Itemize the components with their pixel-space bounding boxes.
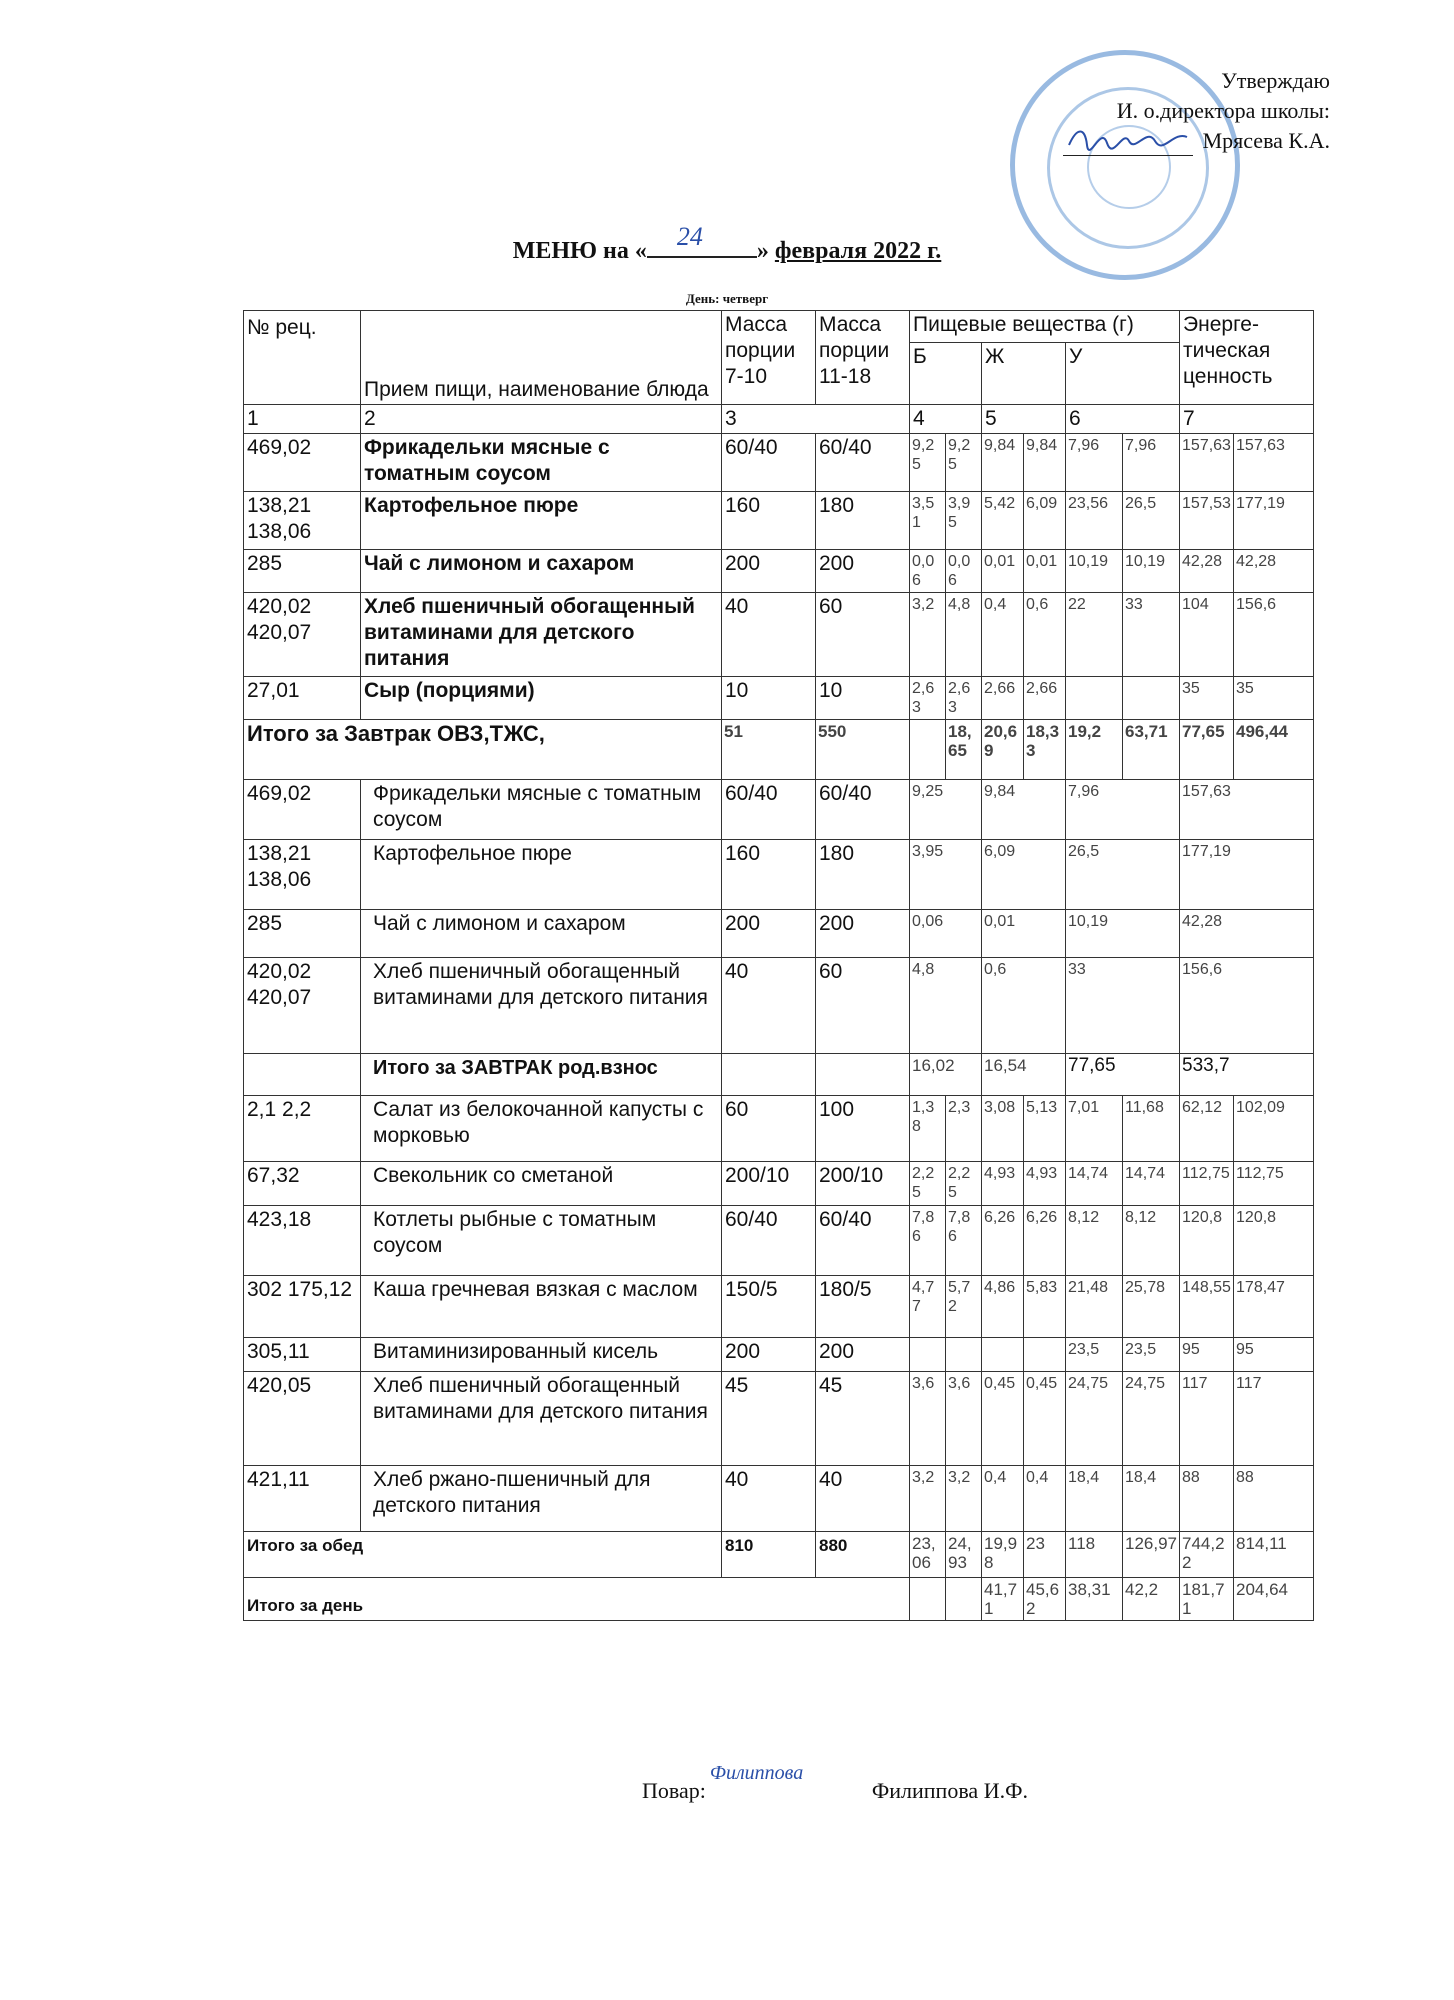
rec-number: 420,02 420,07 xyxy=(244,958,361,1054)
lunch-total-row xyxy=(244,1532,1314,1578)
fat-11-18: 5,83 xyxy=(1024,1276,1066,1338)
col-number-6: 6 xyxy=(1066,405,1180,434)
carbs-11-18: 33 xyxy=(1123,593,1180,677)
energy-7-10: 42,28 xyxy=(1180,550,1234,593)
day-carbs-11-18: 42,2 xyxy=(1123,1578,1180,1621)
header-b: Б xyxy=(910,343,982,405)
day-fat-7-10: 41,71 xyxy=(982,1578,1024,1621)
fat-7-10: 0,01 xyxy=(982,550,1024,593)
day-of-week: День: четверг xyxy=(685,291,769,306)
energy-11-18: 177,19 xyxy=(1234,492,1314,550)
protein-7-10: 0,06 xyxy=(910,550,946,593)
fat-11-18: 6,26 xyxy=(1024,1206,1066,1276)
total-energy: 533,7 xyxy=(1180,1054,1314,1096)
carbs-11-18: 23,5 xyxy=(1123,1338,1180,1372)
rec-number: 67,32 xyxy=(244,1162,361,1206)
fat-7-10: 9,84 xyxy=(982,434,1024,492)
title-prefix: МЕНЮ на « xyxy=(512,238,647,264)
header-rec: № рец. xyxy=(244,311,361,405)
total-mass-7-10: 51 xyxy=(722,720,816,780)
title-month: февраля 2022 г. xyxy=(774,238,942,264)
fat-11-18: 2,66 xyxy=(1024,677,1066,720)
mass-11-18: 200 xyxy=(816,550,910,593)
rec-number: 138,21 138,06 xyxy=(244,492,361,550)
mass-7-10: 40 xyxy=(722,593,816,677)
table-row xyxy=(244,1338,1314,1372)
protein: 3,95 xyxy=(910,840,982,910)
rec-number: 302 175,12 xyxy=(244,1276,361,1338)
protein-7-10: 9,25 xyxy=(910,434,946,492)
carbs: 33 xyxy=(1066,958,1180,1054)
dish-name: Фрикадельки мясные с томатным соусом xyxy=(361,434,722,492)
fat-7-10: 6,26 xyxy=(982,1206,1024,1276)
cook-block xyxy=(642,1762,1028,1804)
dish-name: Сыр (порциями) xyxy=(361,677,722,720)
rec-number: 421,11 xyxy=(244,1466,361,1532)
table-row xyxy=(244,840,1314,910)
mass-7-10: 60/40 xyxy=(722,1206,816,1276)
carbs-11-18 xyxy=(1123,677,1180,720)
energy-7-10: 112,75 xyxy=(1180,1162,1234,1206)
protein: 0,06 xyxy=(910,910,982,958)
table-row xyxy=(244,1466,1314,1532)
dish-name: Чай с лимоном и сахаром xyxy=(361,910,722,958)
title-day-field xyxy=(647,222,757,258)
energy-11-18: 112,75 xyxy=(1234,1162,1314,1206)
dish-name: Салат из белокочанной капусты с морковью xyxy=(361,1096,722,1162)
fat-7-10: 4,86 xyxy=(982,1276,1024,1338)
rec-number: 423,18 xyxy=(244,1206,361,1276)
protein-7-10: 3,2 xyxy=(910,1466,946,1532)
col-number-3: 3 xyxy=(722,405,910,434)
day-fat-11-18: 45,62 xyxy=(1024,1578,1066,1621)
mass-11-18: 180 xyxy=(816,840,910,910)
carbs-11-18: 10,19 xyxy=(1123,550,1180,593)
mass-11-18: 200 xyxy=(816,910,910,958)
energy-7-10: 35 xyxy=(1180,677,1234,720)
mass-7-10: 160 xyxy=(722,840,816,910)
day-total-row xyxy=(244,1578,1314,1621)
col-number-7: 7 xyxy=(1180,405,1314,434)
protein: 4,8 xyxy=(910,958,982,1054)
energy-11-18: 95 xyxy=(1234,1338,1314,1372)
col-number-5: 5 xyxy=(982,405,1066,434)
fat-11-18: 0,01 xyxy=(1024,550,1066,593)
total-energy-11-18: 814,11 xyxy=(1234,1532,1314,1578)
rec-number: 138,21 138,06 xyxy=(244,840,361,910)
empty-cell xyxy=(722,1054,816,1096)
mass-7-10: 200 xyxy=(722,550,816,593)
cook-signature xyxy=(706,1762,826,1804)
mass-7-10: 60 xyxy=(722,1096,816,1162)
header-zh: Ж xyxy=(982,343,1066,405)
mass-7-10: 40 xyxy=(722,1466,816,1532)
header-dish: Прием пищи, наименование блюда xyxy=(361,311,722,405)
header-u: У xyxy=(1066,343,1180,405)
total-mass-11-18: 880 xyxy=(816,1532,910,1578)
energy-11-18: 88 xyxy=(1234,1466,1314,1532)
energy-7-10: 62,12 xyxy=(1180,1096,1234,1162)
table-row xyxy=(244,1162,1314,1206)
approval-line-1: Утверждаю xyxy=(1221,68,1330,93)
mass-7-10: 200/10 xyxy=(722,1162,816,1206)
protein-7-10: 3,6 xyxy=(910,1372,946,1466)
total-label: Итого за день xyxy=(244,1578,910,1621)
carbs-7-10: 10,19 xyxy=(1066,550,1123,593)
energy-11-18: 117 xyxy=(1234,1372,1314,1466)
mass-7-10: 45 xyxy=(722,1372,816,1466)
carbs-7-10: 18,4 xyxy=(1066,1466,1123,1532)
carbs-7-10: 24,75 xyxy=(1066,1372,1123,1466)
total-carbs: 77,65 xyxy=(1066,1054,1180,1096)
total-protein-11-18: 18,65 xyxy=(946,720,982,780)
fat-11-18: 4,93 xyxy=(1024,1162,1066,1206)
carbs: 26,5 xyxy=(1066,840,1180,910)
title-day: 24 xyxy=(676,222,703,251)
mass-7-10: 60/40 xyxy=(722,780,816,840)
rec-number: 305,11 xyxy=(244,1338,361,1372)
dish-name: Хлеб пшеничный обогащенный витаминами для детского питания xyxy=(361,593,722,677)
fat-11-18: 0,4 xyxy=(1024,1466,1066,1532)
energy-7-10: 120,8 xyxy=(1180,1206,1234,1276)
protein-7-10: 4,77 xyxy=(910,1276,946,1338)
energy-11-18: 178,47 xyxy=(1234,1276,1314,1338)
rec-number: 420,02 420,07 xyxy=(244,593,361,677)
carbs: 10,19 xyxy=(1066,910,1180,958)
empty-cell xyxy=(816,1054,910,1096)
carbs-7-10: 23,56 xyxy=(1066,492,1123,550)
table-row xyxy=(244,492,1314,550)
fat-11-18 xyxy=(1024,1338,1066,1372)
approval-line-3 xyxy=(1063,126,1330,156)
energy-11-18: 157,63 xyxy=(1234,434,1314,492)
total-fat-7-10: 19,98 xyxy=(982,1532,1024,1578)
total-carbs-7-10: 118 xyxy=(1066,1532,1123,1578)
total-mass-7-10: 810 xyxy=(722,1532,816,1578)
fat-11-18: 6,09 xyxy=(1024,492,1066,550)
total-mass-11-18: 550 xyxy=(816,720,910,780)
cook-label: Повар: xyxy=(642,1778,706,1803)
energy: 177,19 xyxy=(1180,840,1314,910)
dish-name: Картофельное пюре xyxy=(361,492,722,550)
director-name: Мрясева К.А. xyxy=(1202,128,1330,153)
protein-11-18: 9,25 xyxy=(946,434,982,492)
energy-7-10: 157,63 xyxy=(1180,434,1234,492)
approval-line-2: И. о.директора школы: xyxy=(1116,98,1330,123)
dish-name: Фрикадельки мясные с томатным соусом xyxy=(361,780,722,840)
protein-7-10: 2,63 xyxy=(910,677,946,720)
header-number-row xyxy=(244,405,1314,434)
protein: 9,25 xyxy=(910,780,982,840)
fat-11-18: 5,13 xyxy=(1024,1096,1066,1162)
total-energy-7-10: 744,22 xyxy=(1180,1532,1234,1578)
protein-11-18: 2,63 xyxy=(946,677,982,720)
page-title xyxy=(0,222,1454,265)
table-row xyxy=(244,958,1314,1054)
protein-11-18: 2,3 xyxy=(946,1096,982,1162)
carbs-11-18: 24,75 xyxy=(1123,1372,1180,1466)
carbs-11-18: 26,5 xyxy=(1123,492,1180,550)
menu-table xyxy=(243,310,1314,1621)
signature-scribble-icon xyxy=(1063,123,1193,153)
cook-name: Филиппова И.Ф. xyxy=(871,1778,1028,1803)
header-energy: Энерге-тическая ценность xyxy=(1180,311,1314,405)
dish-name: Хлеб пшеничный обогащенный витаминами для детского питания xyxy=(361,1372,722,1466)
total-protein-11-18: 24,93 xyxy=(946,1532,982,1578)
mass-11-18: 45 xyxy=(816,1372,910,1466)
protein-11-18: 3,6 xyxy=(946,1372,982,1466)
day-protein-7-10 xyxy=(910,1578,946,1621)
dish-name: Хлеб пшеничный обогащенный витаминами для детского питания xyxy=(361,958,722,1054)
protein-7-10: 3,51 xyxy=(910,492,946,550)
table-row xyxy=(244,1206,1314,1276)
rec-number: 420,05 xyxy=(244,1372,361,1466)
director-signature xyxy=(1063,129,1193,156)
breakfast-rod-total-row xyxy=(244,1054,1314,1096)
carbs-7-10: 7,01 xyxy=(1066,1096,1123,1162)
col-number-1: 1 xyxy=(244,405,361,434)
energy-7-10: 157,53 xyxy=(1180,492,1234,550)
table-row xyxy=(244,1372,1314,1466)
energy-11-18: 156,6 xyxy=(1234,593,1314,677)
mass-7-10: 160 xyxy=(722,492,816,550)
mass-7-10: 200 xyxy=(722,1338,816,1372)
energy-7-10: 148,55 xyxy=(1180,1276,1234,1338)
energy: 42,28 xyxy=(1180,910,1314,958)
fat-7-10: 5,42 xyxy=(982,492,1024,550)
protein-7-10: 3,2 xyxy=(910,593,946,677)
fat-7-10: 4,93 xyxy=(982,1162,1024,1206)
total-label: Итого за ЗАВТРАК род.взнос xyxy=(361,1054,722,1096)
col-number-2: 2 xyxy=(361,405,722,434)
energy: 156,6 xyxy=(1180,958,1314,1054)
energy-7-10: 104 xyxy=(1180,593,1234,677)
dish-name: Свекольник со сметаной xyxy=(361,1162,722,1206)
rec-number: 285 xyxy=(244,550,361,593)
total-label: Итого за обед xyxy=(244,1532,722,1578)
protein-11-18: 3,95 xyxy=(946,492,982,550)
carbs-7-10: 23,5 xyxy=(1066,1338,1123,1372)
header-nutrients: Пищевые вещества (г) xyxy=(910,311,1180,343)
total-protein-7-10 xyxy=(910,720,946,780)
protein-7-10: 2,25 xyxy=(910,1162,946,1206)
table-row xyxy=(244,780,1314,840)
dish-name: Хлеб ржано-пшеничный для детского питания xyxy=(361,1466,722,1532)
header-row xyxy=(244,311,1314,343)
fat-7-10 xyxy=(982,1338,1024,1372)
total-fat-11-18: 18,33 xyxy=(1024,720,1066,780)
dish-name: Каша гречневая вязкая с маслом xyxy=(361,1276,722,1338)
total-carbs-7-10: 19,2 xyxy=(1066,720,1123,780)
fat-7-10: 0,4 xyxy=(982,593,1024,677)
fat: 9,84 xyxy=(982,780,1066,840)
mass-7-10: 10 xyxy=(722,677,816,720)
total-fat: 16,54 xyxy=(982,1054,1066,1096)
protein-11-18: 5,72 xyxy=(946,1276,982,1338)
mass-7-10: 60/40 xyxy=(722,434,816,492)
rec-number: 2,1 2,2 xyxy=(244,1096,361,1162)
energy-11-18: 102,09 xyxy=(1234,1096,1314,1162)
fat-11-18: 9,84 xyxy=(1024,434,1066,492)
carbs-7-10: 21,48 xyxy=(1066,1276,1123,1338)
table-row xyxy=(244,910,1314,958)
protein-7-10: 7,86 xyxy=(910,1206,946,1276)
protein-11-18: 0,06 xyxy=(946,550,982,593)
mass-11-18: 200/10 xyxy=(816,1162,910,1206)
total-fat-7-10: 20,69 xyxy=(982,720,1024,780)
cook-signature-text: Филиппова xyxy=(709,1762,804,1784)
protein-7-10: 1,38 xyxy=(910,1096,946,1162)
col-number-4: 4 xyxy=(910,405,982,434)
energy-7-10: 95 xyxy=(1180,1338,1234,1372)
mass-11-18: 60 xyxy=(816,593,910,677)
table-row xyxy=(244,434,1314,492)
mass-11-18: 180 xyxy=(816,492,910,550)
header-mass-7-10: Масса порции 7-10 xyxy=(722,311,816,405)
empty-cell xyxy=(244,1054,361,1096)
rec-number: 469,02 xyxy=(244,434,361,492)
mass-11-18: 40 xyxy=(816,1466,910,1532)
total-carbs-11-18: 63,71 xyxy=(1123,720,1180,780)
day-energy-7-10: 181,71 xyxy=(1180,1578,1234,1621)
mass-11-18: 100 xyxy=(816,1096,910,1162)
dish-name: Чай с лимоном и сахаром xyxy=(361,550,722,593)
fat-7-10: 2,66 xyxy=(982,677,1024,720)
energy-11-18: 42,28 xyxy=(1234,550,1314,593)
fat-7-10: 0,4 xyxy=(982,1466,1024,1532)
mass-7-10: 150/5 xyxy=(722,1276,816,1338)
carbs-7-10: 14,74 xyxy=(1066,1162,1123,1206)
mass-7-10: 200 xyxy=(722,910,816,958)
total-carbs-11-18: 126,97 xyxy=(1123,1532,1180,1578)
fat: 0,6 xyxy=(982,958,1066,1054)
fat: 0,01 xyxy=(982,910,1066,958)
mass-11-18: 60 xyxy=(816,958,910,1054)
fat-11-18: 0,45 xyxy=(1024,1372,1066,1466)
table-row xyxy=(244,593,1314,677)
day-energy-11-18: 204,64 xyxy=(1234,1578,1314,1621)
total-label: Итого за Завтрак ОВЗ,ТЖС, xyxy=(244,720,722,780)
energy-7-10: 117 xyxy=(1180,1372,1234,1466)
mass-11-18: 10 xyxy=(816,677,910,720)
dish-name: Витаминизированный кисель xyxy=(361,1338,722,1372)
rec-number: 285 xyxy=(244,910,361,958)
header-mass-11-18: Масса порции 11-18 xyxy=(816,311,910,405)
carbs-11-18: 8,12 xyxy=(1123,1206,1180,1276)
carbs-11-18: 14,74 xyxy=(1123,1162,1180,1206)
dish-name: Котлеты рыбные с томатным соусом xyxy=(361,1206,722,1276)
total-fat-11-18: 23 xyxy=(1024,1532,1066,1578)
protein-11-18: 2,25 xyxy=(946,1162,982,1206)
mass-11-18: 180/5 xyxy=(816,1276,910,1338)
energy-11-18: 35 xyxy=(1234,677,1314,720)
mass-11-18: 60/40 xyxy=(816,434,910,492)
table-row xyxy=(244,1096,1314,1162)
total-protein-7-10: 23,06 xyxy=(910,1532,946,1578)
fat-7-10: 3,08 xyxy=(982,1096,1024,1162)
energy-7-10: 88 xyxy=(1180,1466,1234,1532)
approval-block xyxy=(1063,66,1330,156)
energy-11-18: 120,8 xyxy=(1234,1206,1314,1276)
carbs-7-10 xyxy=(1066,677,1123,720)
total-energy-11-18: 496,44 xyxy=(1234,720,1314,780)
carbs-7-10: 22 xyxy=(1066,593,1123,677)
carbs-11-18: 11,68 xyxy=(1123,1096,1180,1162)
table-row xyxy=(244,677,1314,720)
fat-11-18: 0,6 xyxy=(1024,593,1066,677)
carbs-11-18: 7,96 xyxy=(1123,434,1180,492)
breakfast-ovz-total-row xyxy=(244,720,1314,780)
mass-11-18: 60/40 xyxy=(816,1206,910,1276)
carbs-7-10: 8,12 xyxy=(1066,1206,1123,1276)
mass-11-18: 200 xyxy=(816,1338,910,1372)
dish-name: Картофельное пюре xyxy=(361,840,722,910)
rec-number: 469,02 xyxy=(244,780,361,840)
fat-7-10: 0,45 xyxy=(982,1372,1024,1466)
day-protein-11-18 xyxy=(946,1578,982,1621)
protein-11-18: 4,8 xyxy=(946,593,982,677)
protein-11-18: 3,2 xyxy=(946,1466,982,1532)
mass-11-18: 60/40 xyxy=(816,780,910,840)
total-protein: 16,02 xyxy=(910,1054,982,1096)
protein-11-18: 7,86 xyxy=(946,1206,982,1276)
carbs: 7,96 xyxy=(1066,780,1180,840)
table-row xyxy=(244,550,1314,593)
energy: 157,63 xyxy=(1180,780,1314,840)
rec-number: 27,01 xyxy=(244,677,361,720)
carbs-7-10: 7,96 xyxy=(1066,434,1123,492)
protein-7-10 xyxy=(910,1338,946,1372)
carbs-11-18: 18,4 xyxy=(1123,1466,1180,1532)
fat: 6,09 xyxy=(982,840,1066,910)
table-row xyxy=(244,1276,1314,1338)
title-suffix: » xyxy=(756,238,769,264)
mass-7-10: 40 xyxy=(722,958,816,1054)
carbs-11-18: 25,78 xyxy=(1123,1276,1180,1338)
protein-11-18 xyxy=(946,1338,982,1372)
day-carbs-7-10: 38,31 xyxy=(1066,1578,1123,1621)
total-energy-7-10: 77,65 xyxy=(1180,720,1234,780)
